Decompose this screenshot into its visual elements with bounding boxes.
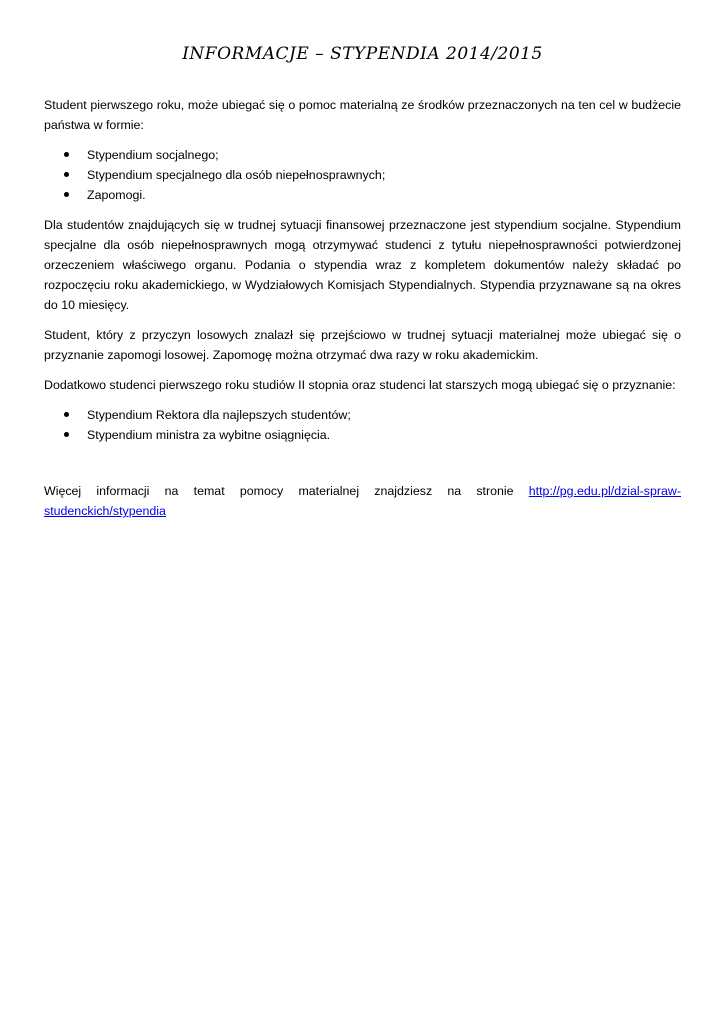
stypendia-link[interactable]: http://pg.edu.pl/dzial-spraw-studenckich/stypendia (44, 484, 681, 518)
bullet-icon (64, 192, 69, 197)
bullet-icon (64, 152, 69, 157)
more-info-text: Więcej informacji na temat pomocy materialnej znajdziesz na stronie (44, 484, 529, 498)
list-item-text: Stypendium specjalnego dla osób niepełnosprawnych; (87, 168, 386, 182)
additional-paragraph: Dodatkowo studenci pierwszego roku studiów II stopnia oraz studenci lat starszych mogą ubiegać się o przyznanie: (44, 378, 676, 392)
list-item-text: Stypendium ministra za wybitne osiągnięcia. (87, 428, 331, 442)
list-item (44, 425, 681, 445)
list-item-text: Zapomogi. (87, 188, 146, 202)
bullet-icon (64, 172, 69, 177)
bullet-icon (64, 432, 69, 437)
more-info-paragraph (44, 481, 681, 521)
extra-scholarships-list (44, 405, 681, 445)
list-item (44, 405, 681, 425)
aid-forms-list (44, 145, 681, 205)
list-item (44, 185, 681, 205)
list-item-text: Stypendium socjalnego; (87, 148, 219, 162)
page-title: INFORMACJE – STYPENDIA 2014/2015 (182, 44, 543, 64)
social-scholarship-paragraph: Dla studentów znajdujących się w trudnej sytuacji finansowej przeznaczone jest stypendium socjalne. Stypendium specjalne dla osób niepełnosprawnych mogą otrzymywać studenci z tytułu niepełnosprawności potwierdzonej orzeczeniem właściwego organu. Podania o stypendia wraz z kompletem dokumentów należy składać po rozpoczęciu roku akademickiego, w Wydziałowych Komisjach Stypendialnych. Stypendia przyznawane są na okres do 10 miesięcy. (44, 218, 681, 312)
list-item (44, 145, 681, 165)
bullet-icon (64, 412, 69, 417)
list-item (44, 165, 681, 185)
intro-paragraph: Student pierwszego roku, może ubiegać się o pomoc materialną ze środków przeznaczonych na ten cel w budżecie państwa w formie: (44, 98, 681, 132)
zapomoga-paragraph: Student, który z przyczyn losowych znalazł się przejściowo w trudnej sytuacji materialnej może ubiegać się o przyznanie zapomogi losowej. Zapomogę można otrzymać dwa razy w roku akademickim. (44, 328, 681, 362)
list-item-text: Stypendium Rektora dla najlepszych studentów; (87, 408, 351, 422)
document-body (44, 95, 681, 531)
